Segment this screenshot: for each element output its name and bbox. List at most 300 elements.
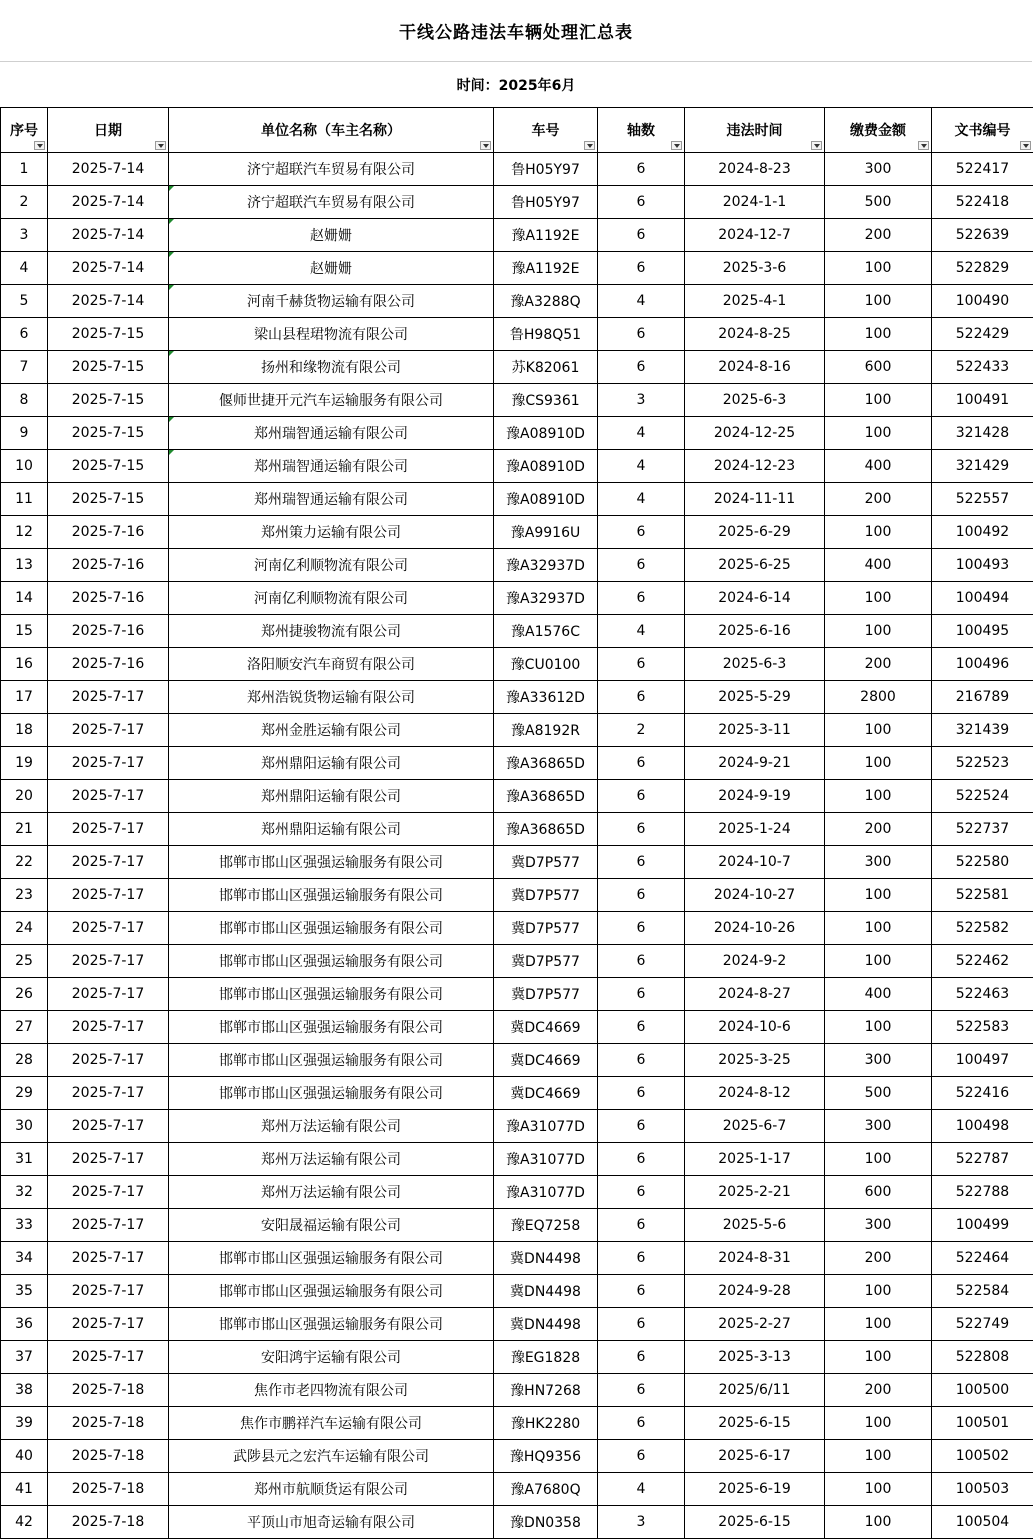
table-cell[interactable]: 2025-7-17 [48, 1143, 169, 1176]
table-cell[interactable]: 2024-12-7 [685, 219, 825, 252]
table-cell[interactable]: 2025-7-17 [48, 1242, 169, 1275]
table-cell[interactable]: 2025-7-18 [48, 1407, 169, 1440]
table-cell[interactable]: 郑州瑞智通运输有限公司 [169, 417, 494, 450]
table-cell[interactable]: 2025-3-11 [685, 714, 825, 747]
filter-dropdown-icon[interactable] [155, 141, 166, 150]
table-cell[interactable]: 邯郸市邯山区强强运输服务有限公司 [169, 1275, 494, 1308]
table-cell[interactable]: 焦作市鹏祥汽车运输有限公司 [169, 1407, 494, 1440]
table-cell[interactable]: 400 [825, 450, 932, 483]
table-cell[interactable]: 321428 [932, 417, 1033, 450]
table-cell[interactable]: 100 [825, 417, 932, 450]
table-cell[interactable]: 2024-6-14 [685, 582, 825, 615]
table-cell[interactable]: 6 [598, 1407, 685, 1440]
table-cell[interactable]: 522429 [932, 318, 1033, 351]
table-cell[interactable]: 6 [598, 1176, 685, 1209]
table-cell[interactable]: 522639 [932, 219, 1033, 252]
filter-dropdown-icon[interactable] [1020, 141, 1031, 150]
table-cell[interactable]: 2025-7-17 [48, 846, 169, 879]
table-cell[interactable]: 100 [825, 747, 932, 780]
table-cell[interactable]: 300 [825, 846, 932, 879]
table-cell[interactable]: 19 [1, 747, 48, 780]
table-cell[interactable]: 6 [598, 1341, 685, 1374]
table-cell[interactable]: 35 [1, 1275, 48, 1308]
table-cell[interactable]: 焦作市老四物流有限公司 [169, 1374, 494, 1407]
table-cell[interactable]: 36 [1, 1308, 48, 1341]
table-cell[interactable]: 2025-1-17 [685, 1143, 825, 1176]
table-cell[interactable]: 6 [598, 1011, 685, 1044]
table-cell[interactable]: 13 [1, 549, 48, 582]
table-cell[interactable]: 豫A36865D [494, 813, 598, 846]
table-cell[interactable]: 100 [825, 285, 932, 318]
table-cell[interactable]: 500 [825, 1077, 932, 1110]
table-cell[interactable]: 2025-7-17 [48, 780, 169, 813]
table-cell[interactable]: 6 [598, 1209, 685, 1242]
table-cell[interactable]: 2025-3-13 [685, 1341, 825, 1374]
table-cell[interactable]: 2024-9-21 [685, 747, 825, 780]
table-cell[interactable]: 100493 [932, 549, 1033, 582]
table-cell[interactable]: 100504 [932, 1506, 1033, 1539]
table-cell[interactable]: 25 [1, 945, 48, 978]
table-cell[interactable]: 32 [1, 1176, 48, 1209]
table-cell[interactable]: 522584 [932, 1275, 1033, 1308]
table-cell[interactable]: 30 [1, 1110, 48, 1143]
table-cell[interactable]: 2025-7-17 [48, 1341, 169, 1374]
table-cell[interactable]: 2025-7-16 [48, 516, 169, 549]
table-cell[interactable]: 6 [598, 153, 685, 186]
table-cell[interactable]: 2024-8-31 [685, 1242, 825, 1275]
table-cell[interactable]: 100496 [932, 648, 1033, 681]
table-cell[interactable]: 300 [825, 1110, 932, 1143]
table-cell[interactable]: 14 [1, 582, 48, 615]
table-cell[interactable]: 梁山县程珺物流有限公司 [169, 318, 494, 351]
table-cell[interactable]: 4 [598, 483, 685, 516]
table-cell[interactable]: 冀DC4669 [494, 1044, 598, 1077]
table-cell[interactable]: 2024-8-12 [685, 1077, 825, 1110]
table-cell[interactable]: 2025-6-15 [685, 1506, 825, 1539]
table-cell[interactable]: 100 [825, 384, 932, 417]
filter-dropdown-icon[interactable] [34, 141, 45, 150]
table-cell[interactable]: 20 [1, 780, 48, 813]
table-cell[interactable]: 扬州和缘物流有限公司 [169, 351, 494, 384]
table-cell[interactable]: 洛阳顺安汽车商贸有限公司 [169, 648, 494, 681]
table-cell[interactable]: 522417 [932, 153, 1033, 186]
table-cell[interactable]: 6 [598, 351, 685, 384]
table-cell[interactable]: 豫EG1828 [494, 1341, 598, 1374]
table-cell[interactable]: 600 [825, 351, 932, 384]
table-cell[interactable]: 2 [598, 714, 685, 747]
table-cell[interactable]: 522583 [932, 1011, 1033, 1044]
table-cell[interactable]: 2025-7-16 [48, 648, 169, 681]
table-cell[interactable]: 2025-6-16 [685, 615, 825, 648]
table-cell[interactable]: 100495 [932, 615, 1033, 648]
table-cell[interactable]: 2024-12-23 [685, 450, 825, 483]
table-cell[interactable]: 100499 [932, 1209, 1033, 1242]
table-cell[interactable]: 2025-7-17 [48, 1176, 169, 1209]
table-cell[interactable]: 100 [825, 879, 932, 912]
table-cell[interactable]: 522524 [932, 780, 1033, 813]
table-cell[interactable]: 100 [825, 1308, 932, 1341]
table-cell[interactable]: 200 [825, 648, 932, 681]
table-cell[interactable]: 6 [598, 1077, 685, 1110]
table-cell[interactable]: 2024-12-25 [685, 417, 825, 450]
table-cell[interactable]: 6 [598, 879, 685, 912]
table-cell[interactable]: 6 [598, 978, 685, 1011]
table-cell[interactable]: 豫A1192E [494, 219, 598, 252]
table-cell[interactable]: 12 [1, 516, 48, 549]
table-cell[interactable]: 31 [1, 1143, 48, 1176]
table-cell[interactable]: 邯郸市邯山区强强运输服务有限公司 [169, 1308, 494, 1341]
table-cell[interactable]: 100492 [932, 516, 1033, 549]
table-cell[interactable]: 6 [598, 549, 685, 582]
table-cell[interactable]: 522416 [932, 1077, 1033, 1110]
table-cell[interactable]: 100 [825, 318, 932, 351]
table-cell[interactable]: 4 [598, 450, 685, 483]
table-cell[interactable]: 豫A9916U [494, 516, 598, 549]
table-cell[interactable]: 豫A1576C [494, 615, 598, 648]
table-cell[interactable]: 16 [1, 648, 48, 681]
table-cell[interactable]: 2025-6-3 [685, 648, 825, 681]
table-cell[interactable]: 2025-6-29 [685, 516, 825, 549]
table-cell[interactable]: 522749 [932, 1308, 1033, 1341]
table-cell[interactable]: 2024-9-28 [685, 1275, 825, 1308]
table-cell[interactable]: 2025-7-17 [48, 681, 169, 714]
table-cell[interactable]: 冀D7P577 [494, 978, 598, 1011]
table-cell[interactable]: 2025-6-3 [685, 384, 825, 417]
table-cell[interactable]: 2025-6-17 [685, 1440, 825, 1473]
filter-dropdown-icon[interactable] [918, 141, 929, 150]
table-cell[interactable]: 2024-8-27 [685, 978, 825, 1011]
table-cell[interactable]: 豫EQ7258 [494, 1209, 598, 1242]
table-cell[interactable]: 2024-10-26 [685, 912, 825, 945]
table-cell[interactable]: 2024-10-6 [685, 1011, 825, 1044]
table-cell[interactable]: 2024-8-25 [685, 318, 825, 351]
table-cell[interactable]: 2025-7-17 [48, 978, 169, 1011]
table-cell[interactable]: 2025-2-21 [685, 1176, 825, 1209]
table-cell[interactable]: 3 [598, 1506, 685, 1539]
table-cell[interactable]: 6 [598, 582, 685, 615]
table-cell[interactable]: 100501 [932, 1407, 1033, 1440]
table-cell[interactable]: 522582 [932, 912, 1033, 945]
table-cell[interactable]: 100 [825, 1473, 932, 1506]
table-cell[interactable]: 2024-8-23 [685, 153, 825, 186]
table-cell[interactable]: 邯郸市邯山区强强运输服务有限公司 [169, 1077, 494, 1110]
table-cell[interactable]: 100 [825, 582, 932, 615]
table-cell[interactable]: 33 [1, 1209, 48, 1242]
table-cell[interactable]: 2025-6-25 [685, 549, 825, 582]
table-cell[interactable]: 42 [1, 1506, 48, 1539]
table-cell[interactable]: 邯郸市邯山区强强运输服务有限公司 [169, 879, 494, 912]
table-cell[interactable]: 郑州瑞智通运输有限公司 [169, 483, 494, 516]
table-cell[interactable]: 6 [598, 780, 685, 813]
table-cell[interactable]: 23 [1, 879, 48, 912]
table-cell[interactable]: 冀D7P577 [494, 879, 598, 912]
table-cell[interactable]: 200 [825, 1242, 932, 1275]
table-cell[interactable]: 100490 [932, 285, 1033, 318]
table-cell[interactable]: 冀DN4498 [494, 1308, 598, 1341]
table-cell[interactable]: 5 [1, 285, 48, 318]
table-cell[interactable]: 2025-7-14 [48, 153, 169, 186]
table-cell[interactable]: 37 [1, 1341, 48, 1374]
table-cell[interactable]: 2025-1-24 [685, 813, 825, 846]
table-cell[interactable]: 2025-6-7 [685, 1110, 825, 1143]
table-cell[interactable]: 2025-7-17 [48, 1275, 169, 1308]
table-cell[interactable]: 偃师世捷开元汽车运输服务有限公司 [169, 384, 494, 417]
table-cell[interactable]: 22 [1, 846, 48, 879]
table-cell[interactable]: 24 [1, 912, 48, 945]
table-cell[interactable]: 2025-3-6 [685, 252, 825, 285]
table-cell[interactable]: 济宁超联汽车贸易有限公司 [169, 186, 494, 219]
table-cell[interactable]: 522580 [932, 846, 1033, 879]
table-cell[interactable]: 6 [598, 912, 685, 945]
table-cell[interactable]: 2025-7-15 [48, 450, 169, 483]
table-cell[interactable]: 平顶山市旭奇运输有限公司 [169, 1506, 494, 1539]
table-cell[interactable]: 6 [598, 1110, 685, 1143]
table-cell[interactable]: 100498 [932, 1110, 1033, 1143]
table-cell[interactable]: 冀D7P577 [494, 846, 598, 879]
table-cell[interactable]: 2025-7-14 [48, 252, 169, 285]
table-cell[interactable]: 邯郸市邯山区强强运输服务有限公司 [169, 912, 494, 945]
table-cell[interactable]: 200 [825, 813, 932, 846]
table-cell[interactable]: 豫A3288Q [494, 285, 598, 318]
table-cell[interactable]: 2024-11-11 [685, 483, 825, 516]
table-cell[interactable]: 100 [825, 714, 932, 747]
table-cell[interactable]: 豫A32937D [494, 582, 598, 615]
table-cell[interactable]: 2024-10-27 [685, 879, 825, 912]
table-cell[interactable]: 鲁H05Y97 [494, 153, 598, 186]
table-cell[interactable]: 豫A36865D [494, 780, 598, 813]
table-cell[interactable]: 赵姗姗 [169, 219, 494, 252]
table-cell[interactable]: 6 [598, 648, 685, 681]
table-cell[interactable]: 321429 [932, 450, 1033, 483]
table-cell[interactable]: 2025-7-15 [48, 318, 169, 351]
table-cell[interactable]: 100 [825, 780, 932, 813]
table-cell[interactable]: 赵姗姗 [169, 252, 494, 285]
table-cell[interactable]: 2025-7-15 [48, 417, 169, 450]
table-cell[interactable]: 2025-2-27 [685, 1308, 825, 1341]
table-cell[interactable]: 522829 [932, 252, 1033, 285]
table-cell[interactable]: 鲁H05Y97 [494, 186, 598, 219]
table-cell[interactable]: 6 [598, 1242, 685, 1275]
table-cell[interactable]: 39 [1, 1407, 48, 1440]
table-cell[interactable]: 豫HQ9356 [494, 1440, 598, 1473]
table-cell[interactable]: 2025-7-14 [48, 219, 169, 252]
table-cell[interactable]: 100491 [932, 384, 1033, 417]
table-cell[interactable]: 豫A08910D [494, 417, 598, 450]
table-cell[interactable]: 豫CU0100 [494, 648, 598, 681]
table-cell[interactable]: 2025-7-17 [48, 747, 169, 780]
table-cell[interactable]: 100494 [932, 582, 1033, 615]
table-cell[interactable]: 郑州策力运输有限公司 [169, 516, 494, 549]
table-cell[interactable]: 郑州市航顺货运有限公司 [169, 1473, 494, 1506]
table-cell[interactable]: 27 [1, 1011, 48, 1044]
table-cell[interactable]: 安阳晟福运输有限公司 [169, 1209, 494, 1242]
table-cell[interactable]: 6 [598, 252, 685, 285]
table-cell[interactable]: 豫HK2280 [494, 1407, 598, 1440]
table-cell[interactable]: 郑州万法运输有限公司 [169, 1176, 494, 1209]
table-cell[interactable]: 郑州万法运输有限公司 [169, 1143, 494, 1176]
table-cell[interactable]: 豫A31077D [494, 1143, 598, 1176]
table-cell[interactable]: 26 [1, 978, 48, 1011]
table-cell[interactable]: 2 [1, 186, 48, 219]
table-cell[interactable]: 100 [825, 1143, 932, 1176]
table-cell[interactable]: 200 [825, 1374, 932, 1407]
table-cell[interactable]: 安阳鸿宇运输有限公司 [169, 1341, 494, 1374]
table-cell[interactable]: 冀DC4669 [494, 1077, 598, 1110]
table-cell[interactable]: 522557 [932, 483, 1033, 516]
table-cell[interactable]: 2025-7-17 [48, 1308, 169, 1341]
table-cell[interactable]: 2025-7-17 [48, 714, 169, 747]
table-cell[interactable]: 522463 [932, 978, 1033, 1011]
table-cell[interactable]: 522788 [932, 1176, 1033, 1209]
table-cell[interactable]: 2025-3-25 [685, 1044, 825, 1077]
filter-dropdown-icon[interactable] [811, 141, 822, 150]
table-cell[interactable]: 200 [825, 219, 932, 252]
table-cell[interactable]: 郑州鼎阳运输有限公司 [169, 747, 494, 780]
table-cell[interactable]: 豫HN7268 [494, 1374, 598, 1407]
table-cell[interactable]: 河南千赫货物运输有限公司 [169, 285, 494, 318]
table-cell[interactable]: 冀DN4498 [494, 1275, 598, 1308]
table-cell[interactable]: 9 [1, 417, 48, 450]
table-cell[interactable]: 2025-7-14 [48, 186, 169, 219]
table-cell[interactable]: 2024-1-1 [685, 186, 825, 219]
table-cell[interactable]: 522433 [932, 351, 1033, 384]
table-cell[interactable]: 豫A31077D [494, 1176, 598, 1209]
table-cell[interactable]: 400 [825, 549, 932, 582]
table-cell[interactable]: 2025-4-1 [685, 285, 825, 318]
table-cell[interactable]: 济宁超联汽车贸易有限公司 [169, 153, 494, 186]
table-cell[interactable]: 2800 [825, 681, 932, 714]
table-cell[interactable]: 2025-7-17 [48, 912, 169, 945]
table-cell[interactable]: 4 [598, 615, 685, 648]
table-cell[interactable]: 2025-7-14 [48, 285, 169, 318]
table-cell[interactable]: 郑州万法运输有限公司 [169, 1110, 494, 1143]
table-cell[interactable]: 豫A8192R [494, 714, 598, 747]
table-cell[interactable]: 2025-5-6 [685, 1209, 825, 1242]
table-cell[interactable]: 41 [1, 1473, 48, 1506]
filter-dropdown-icon[interactable] [584, 141, 595, 150]
table-cell[interactable]: 18 [1, 714, 48, 747]
table-cell[interactable]: 15 [1, 615, 48, 648]
table-cell[interactable]: 豫A32937D [494, 549, 598, 582]
table-cell[interactable]: 1 [1, 153, 48, 186]
table-cell[interactable]: 10 [1, 450, 48, 483]
table-cell[interactable]: 苏K82061 [494, 351, 598, 384]
table-cell[interactable]: 豫A08910D [494, 450, 598, 483]
table-cell[interactable]: 100502 [932, 1440, 1033, 1473]
table-cell[interactable]: 冀DN4498 [494, 1242, 598, 1275]
table-cell[interactable]: 300 [825, 1044, 932, 1077]
table-cell[interactable]: 4 [598, 417, 685, 450]
table-cell[interactable]: 2025-7-17 [48, 1110, 169, 1143]
table-cell[interactable]: 34 [1, 1242, 48, 1275]
table-cell[interactable]: 522464 [932, 1242, 1033, 1275]
table-cell[interactable]: 38 [1, 1374, 48, 1407]
table-cell[interactable]: 3 [1, 219, 48, 252]
table-cell[interactable]: 40 [1, 1440, 48, 1473]
table-cell[interactable]: 100 [825, 945, 932, 978]
table-cell[interactable]: 豫A31077D [494, 1110, 598, 1143]
table-cell[interactable]: 2025-5-29 [685, 681, 825, 714]
table-cell[interactable]: 郑州金胜运输有限公司 [169, 714, 494, 747]
table-cell[interactable]: 2024-9-19 [685, 780, 825, 813]
table-cell[interactable]: 2025-7-15 [48, 483, 169, 516]
table-cell[interactable]: 6 [598, 1275, 685, 1308]
table-cell[interactable]: 6 [1, 318, 48, 351]
table-cell[interactable]: 321439 [932, 714, 1033, 747]
table-cell[interactable]: 豫DN0358 [494, 1506, 598, 1539]
table-cell[interactable]: 郑州瑞智通运输有限公司 [169, 450, 494, 483]
table-cell[interactable]: 6 [598, 681, 685, 714]
table-cell[interactable]: 100 [825, 1341, 932, 1374]
table-cell[interactable]: 6 [598, 1044, 685, 1077]
table-cell[interactable]: 100 [825, 615, 932, 648]
table-cell[interactable]: 武陟县元之宏汽车运输有限公司 [169, 1440, 494, 1473]
table-cell[interactable]: 6 [598, 945, 685, 978]
table-cell[interactable]: 6 [598, 318, 685, 351]
table-cell[interactable]: 2025-7-17 [48, 813, 169, 846]
table-cell[interactable]: 100 [825, 516, 932, 549]
table-cell[interactable]: 17 [1, 681, 48, 714]
table-cell[interactable]: 6 [598, 747, 685, 780]
table-cell[interactable]: 豫A36865D [494, 747, 598, 780]
table-cell[interactable]: 100 [825, 1440, 932, 1473]
table-cell[interactable]: 522581 [932, 879, 1033, 912]
table-cell[interactable]: 500 [825, 186, 932, 219]
table-cell[interactable]: 100 [825, 252, 932, 285]
table-cell[interactable]: 522523 [932, 747, 1033, 780]
table-cell[interactable]: 2024-10-7 [685, 846, 825, 879]
table-cell[interactable]: 邯郸市邯山区强强运输服务有限公司 [169, 945, 494, 978]
table-cell[interactable]: 6 [598, 186, 685, 219]
table-cell[interactable]: 河南亿利顺物流有限公司 [169, 549, 494, 582]
table-cell[interactable]: 100 [825, 912, 932, 945]
table-cell[interactable]: 522418 [932, 186, 1033, 219]
table-cell[interactable]: 28 [1, 1044, 48, 1077]
filter-dropdown-icon[interactable] [671, 141, 682, 150]
table-cell[interactable]: 100 [825, 1506, 932, 1539]
table-cell[interactable]: 8 [1, 384, 48, 417]
table-cell[interactable]: 邯郸市邯山区强强运输服务有限公司 [169, 1242, 494, 1275]
table-cell[interactable]: 216789 [932, 681, 1033, 714]
table-cell[interactable]: 郑州鼎阳运输有限公司 [169, 780, 494, 813]
table-cell[interactable]: 郑州鼎阳运输有限公司 [169, 813, 494, 846]
table-cell[interactable]: 4 [1, 252, 48, 285]
table-cell[interactable]: 2025-6-15 [685, 1407, 825, 1440]
table-cell[interactable]: 100497 [932, 1044, 1033, 1077]
table-cell[interactable]: 6 [598, 1143, 685, 1176]
table-cell[interactable]: 100 [825, 1407, 932, 1440]
table-cell[interactable]: 100503 [932, 1473, 1033, 1506]
table-cell[interactable]: 400 [825, 978, 932, 1011]
table-cell[interactable]: 6 [598, 846, 685, 879]
table-cell[interactable]: 豫A7680Q [494, 1473, 598, 1506]
filter-dropdown-icon[interactable] [480, 141, 491, 150]
table-cell[interactable]: 6 [598, 1374, 685, 1407]
table-cell[interactable]: 6 [598, 219, 685, 252]
table-cell[interactable]: 522787 [932, 1143, 1033, 1176]
table-cell[interactable]: 2024-9-2 [685, 945, 825, 978]
table-cell[interactable]: 3 [598, 384, 685, 417]
table-cell[interactable]: 522737 [932, 813, 1033, 846]
table-cell[interactable]: 100 [825, 1011, 932, 1044]
table-cell[interactable]: 豫A08910D [494, 483, 598, 516]
table-cell[interactable]: 邯郸市邯山区强强运输服务有限公司 [169, 846, 494, 879]
table-cell[interactable]: 4 [598, 285, 685, 318]
table-cell[interactable]: 邯郸市邯山区强强运输服务有限公司 [169, 1044, 494, 1077]
table-cell[interactable]: 冀D7P577 [494, 912, 598, 945]
table-cell[interactable]: 河南亿利顺物流有限公司 [169, 582, 494, 615]
table-cell[interactable]: 郑州浩锐货物运输有限公司 [169, 681, 494, 714]
